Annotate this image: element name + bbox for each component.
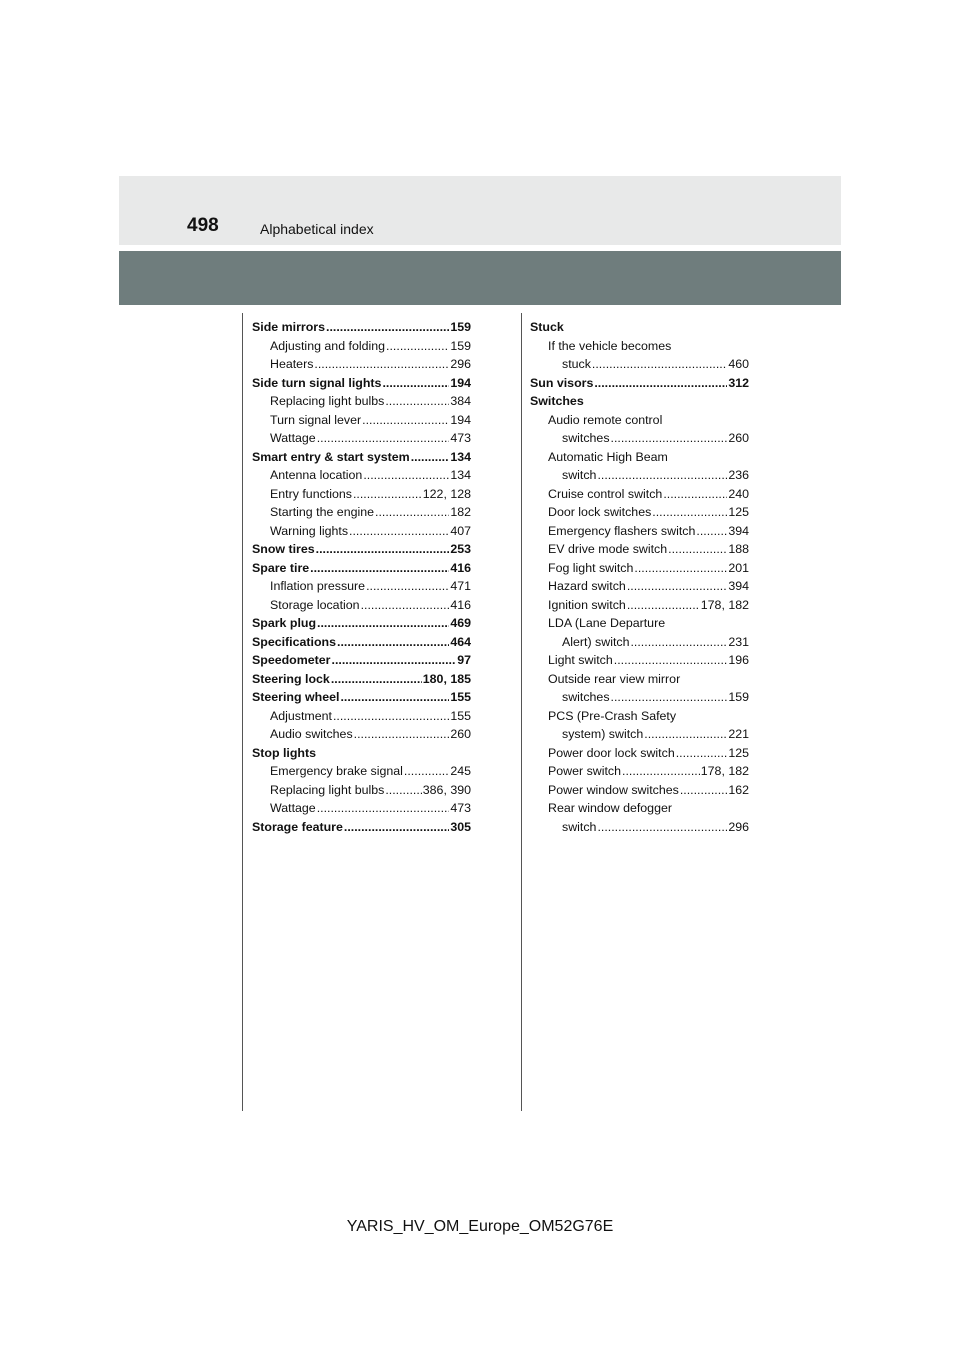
index-entry-term: Antenna location	[270, 468, 363, 482]
index-entry	[252, 559, 471, 578]
index-entry-page: 312	[728, 375, 749, 390]
index-entry-term: Smart entry & start system	[252, 449, 410, 464]
dot-leader	[404, 762, 449, 781]
index-entry	[252, 522, 471, 541]
index-entry-page: 416	[450, 560, 471, 575]
index-entry-term: switches	[562, 431, 610, 445]
dot-leader	[594, 374, 727, 393]
index-entry-page: 260	[728, 431, 749, 445]
index-entry	[252, 355, 471, 374]
index-entry	[530, 744, 749, 763]
index-entry-page: 305	[450, 819, 471, 834]
index-entry-term: LDA (Lane Departure	[548, 616, 666, 630]
dot-leader	[366, 577, 449, 596]
index-entry	[530, 688, 749, 707]
index-entry-page: 196	[728, 653, 749, 667]
index-entry-term: switch	[562, 468, 597, 482]
index-entry-term: Specifications	[252, 634, 337, 649]
index-entry-page: 134	[450, 449, 471, 464]
index-entry	[530, 559, 749, 578]
index-entry-term: Power door lock switch	[548, 745, 675, 760]
index-entry-term: Power switch	[548, 764, 621, 778]
index-entry-term: Audio remote control	[548, 412, 663, 427]
dot-leader	[611, 688, 728, 707]
index-entry	[252, 781, 471, 800]
dot-leader	[331, 670, 422, 689]
index-entry-page: 201	[728, 560, 749, 575]
index-entry	[252, 392, 471, 411]
index-entry-term: Heaters	[270, 357, 314, 371]
index-entry-page: 178, 182	[700, 597, 749, 612]
index-entry-term: Light switch	[548, 653, 613, 667]
index-entry-term: Warning lights	[270, 523, 349, 538]
dot-leader	[627, 577, 728, 596]
index-entry	[252, 670, 471, 689]
index-entry-term: system) switch	[562, 727, 644, 741]
index-entry-term: Switches	[530, 394, 584, 408]
dot-leader	[353, 485, 422, 504]
dot-leader	[634, 559, 727, 578]
index-entry	[252, 318, 471, 337]
dot-leader	[314, 355, 449, 374]
index-entry-term: Stop lights	[252, 745, 317, 760]
index-entry-term: Automatic High Beam	[548, 449, 668, 464]
index-entry-page: 182	[450, 505, 471, 519]
index-entry-page: 460	[728, 357, 749, 371]
index-entry-page: 471	[450, 579, 471, 593]
index-entry-page: 469	[450, 616, 471, 630]
dot-leader	[627, 596, 700, 615]
index-entry-term: Emergency flashers switch	[548, 523, 696, 538]
index-entry-term: Sun visors	[530, 375, 594, 390]
index-entry-term: Entry functions	[270, 486, 352, 501]
section-title: Alphabetical index	[260, 221, 374, 237]
header-band	[119, 251, 841, 305]
index-entry-page: 384	[450, 394, 471, 408]
index-entry	[252, 374, 471, 393]
index-entry-term: Starting the engine	[270, 505, 375, 519]
index-entry	[530, 485, 749, 504]
index-entry	[530, 614, 749, 633]
index-entry-term: Replacing light bulbs	[270, 782, 385, 797]
dot-leader	[644, 725, 727, 744]
index-entry-term: Replacing light bulbs	[270, 394, 385, 408]
index-entry-term: Fog light switch	[548, 560, 634, 575]
index-entry	[252, 707, 471, 726]
dot-leader	[362, 411, 449, 430]
index-entry-term: Steering wheel	[252, 690, 340, 704]
dot-leader	[630, 633, 727, 652]
index-entry	[530, 651, 749, 670]
index-entry	[252, 633, 471, 652]
index-entry-term: Storage location	[270, 597, 360, 612]
dot-leader	[363, 466, 449, 485]
index-entry-page: 194	[450, 375, 471, 390]
index-entry	[530, 633, 749, 652]
dot-leader	[340, 688, 449, 707]
index-entry	[530, 670, 749, 689]
index-entry	[252, 762, 471, 781]
index-entry	[530, 429, 749, 448]
index-entry	[252, 411, 471, 430]
index-entry-page: 464	[450, 634, 471, 649]
index-entry-term: Spare tire	[252, 560, 310, 575]
index-entry-term: Cruise control switch	[548, 486, 663, 501]
index-entry-page: 473	[450, 801, 471, 815]
index-entry-term: Outside rear view mirror	[548, 671, 681, 686]
index-column-left	[252, 318, 471, 836]
index-entry-term: switch	[562, 819, 597, 834]
index-entry	[252, 429, 471, 448]
index-entry-page: 194	[450, 412, 471, 427]
index-entry-term: Alert) switch	[562, 634, 630, 649]
index-entry-page: 180, 185	[422, 671, 471, 686]
index-entry-term: switches	[562, 690, 610, 704]
dot-leader	[317, 614, 449, 633]
index-entry-term: Emergency brake signal	[270, 764, 403, 778]
index-entry-page: 155	[450, 708, 471, 723]
index-entry-term: Snow tires	[252, 542, 315, 556]
index-entry	[530, 799, 749, 818]
dot-leader	[332, 651, 457, 670]
dot-leader	[375, 503, 449, 522]
index-entry	[252, 485, 471, 504]
index-entry	[252, 503, 471, 522]
index-entry	[530, 596, 749, 615]
dot-leader	[680, 781, 727, 800]
index-entry-page: 122, 128	[422, 486, 471, 501]
index-entry	[530, 337, 749, 356]
dot-leader	[317, 429, 450, 448]
index-entry-term: Audio switches	[270, 727, 353, 741]
index-entry-term: Hazard switch	[548, 579, 626, 593]
index-entry	[530, 503, 749, 522]
index-entry-page: 188	[728, 542, 749, 556]
dot-leader	[663, 485, 727, 504]
dot-leader	[385, 392, 449, 411]
index-entry	[252, 466, 471, 485]
dot-leader	[597, 818, 727, 837]
index-entry-page: 416	[450, 597, 471, 612]
index-entry-page: 159	[728, 690, 749, 704]
index-entry-term: Speedometer	[252, 653, 331, 667]
dot-leader	[386, 337, 449, 356]
index-entry	[530, 392, 749, 411]
dot-leader	[344, 818, 449, 837]
right-column-rule	[521, 313, 522, 1111]
index-entry	[530, 411, 749, 430]
index-entry-page: 386, 390	[422, 782, 471, 797]
index-entry	[530, 318, 749, 337]
dot-leader	[597, 466, 727, 485]
index-entry	[530, 540, 749, 559]
dot-leader	[354, 725, 450, 744]
index-entry-page: 162	[728, 782, 749, 797]
index-entry-term: Steering lock	[252, 671, 330, 686]
index-entry-term: If the vehicle becomes	[548, 338, 672, 353]
index-entry	[252, 596, 471, 615]
index-entry-term: Adjusting and folding	[270, 338, 386, 353]
index-entry-page: 407	[450, 523, 471, 538]
index-entry-term: Ignition switch	[548, 597, 626, 612]
index-entry-page: 260	[450, 727, 471, 741]
index-entry-term: Side turn signal lights	[252, 375, 382, 390]
document-code: YARIS_HV_OM_Europe_OM52G76E	[346, 1218, 614, 1235]
index-entry	[252, 337, 471, 356]
index-entry	[530, 818, 749, 837]
index-entry	[252, 651, 471, 670]
index-entry-term: stuck	[562, 357, 591, 371]
index-entry-page: 236	[728, 468, 749, 482]
dot-leader	[382, 374, 449, 393]
dot-leader	[349, 522, 449, 541]
index-entry-page: 253	[450, 542, 471, 556]
index-entry-term: Turn signal lever	[270, 412, 362, 427]
index-entry-page: 155	[450, 690, 471, 704]
index-entry	[530, 725, 749, 744]
index-entry-term: EV drive mode switch	[548, 542, 668, 556]
index-entry	[530, 448, 749, 467]
index-entry-term: Inflation pressure	[270, 579, 366, 593]
index-entry	[530, 466, 749, 485]
index-entry-page: 394	[728, 579, 749, 593]
index-entry	[252, 725, 471, 744]
index-column-right	[530, 318, 749, 836]
dot-leader	[696, 522, 727, 541]
index-entry	[530, 762, 749, 781]
dot-leader	[317, 799, 450, 818]
index-entry-term: Power window switches	[548, 782, 679, 797]
index-entry-page: 97	[457, 653, 471, 667]
index-entry-page: 394	[728, 523, 749, 538]
index-entry-page: 296	[728, 819, 749, 834]
index-entry	[530, 707, 749, 726]
index-entry	[252, 540, 471, 559]
index-entry-page: 125	[728, 505, 749, 519]
index-entry	[252, 744, 471, 763]
dot-leader	[310, 559, 449, 578]
index-entry-page: 240	[728, 486, 749, 501]
index-entry-page: 159	[450, 338, 471, 353]
index-entry-term: PCS (Pre-Crash Safety	[548, 708, 677, 723]
index-entry	[252, 688, 471, 707]
index-entry-page: 178, 182	[700, 764, 749, 778]
dot-leader	[337, 633, 449, 652]
dot-leader	[676, 744, 728, 763]
index-entry-term: Wattage	[270, 431, 316, 445]
index-entry-page: 296	[450, 357, 471, 371]
left-column-rule	[242, 313, 243, 1111]
dot-leader	[622, 762, 700, 781]
index-entry	[530, 577, 749, 596]
index-entry-term: Door lock switches	[548, 505, 652, 519]
index-entry-term: Storage feature	[252, 819, 343, 834]
index-entry-term: Adjustment	[270, 708, 332, 723]
index-entry	[530, 374, 749, 393]
dot-leader	[652, 503, 727, 522]
dot-leader	[411, 448, 450, 467]
index-entry-term: Spark plug	[252, 616, 317, 630]
index-entry-page: 134	[450, 468, 471, 482]
index-entry	[252, 448, 471, 467]
dot-leader	[614, 651, 728, 670]
index-entry-page: 245	[450, 764, 471, 778]
index-entry-page: 473	[450, 431, 471, 445]
index-entry-term: Rear window defogger	[548, 801, 672, 815]
dot-leader	[333, 707, 449, 726]
dot-leader	[326, 318, 449, 337]
index-entry	[252, 614, 471, 633]
index-entry	[252, 577, 471, 596]
dot-leader	[592, 355, 727, 374]
index-entry-page: 231	[728, 634, 749, 649]
dot-leader	[611, 429, 728, 448]
index-entry-term: Wattage	[270, 801, 316, 815]
dot-leader	[668, 540, 727, 559]
index-entry	[252, 818, 471, 837]
dot-leader	[361, 596, 450, 615]
index-entry-term: Side mirrors	[252, 320, 325, 334]
dot-leader	[385, 781, 421, 800]
index-entry	[530, 522, 749, 541]
dot-leader	[316, 540, 450, 559]
page-number: 498	[187, 215, 219, 236]
index-entry	[252, 799, 471, 818]
index-entry-page: 125	[728, 745, 749, 760]
index-entry-page: 159	[450, 320, 471, 334]
index-entry-page: 221	[728, 727, 749, 741]
index-entry	[530, 355, 749, 374]
index-entry-term: Stuck	[530, 320, 564, 334]
page-header	[119, 176, 841, 245]
index-entry	[530, 781, 749, 800]
